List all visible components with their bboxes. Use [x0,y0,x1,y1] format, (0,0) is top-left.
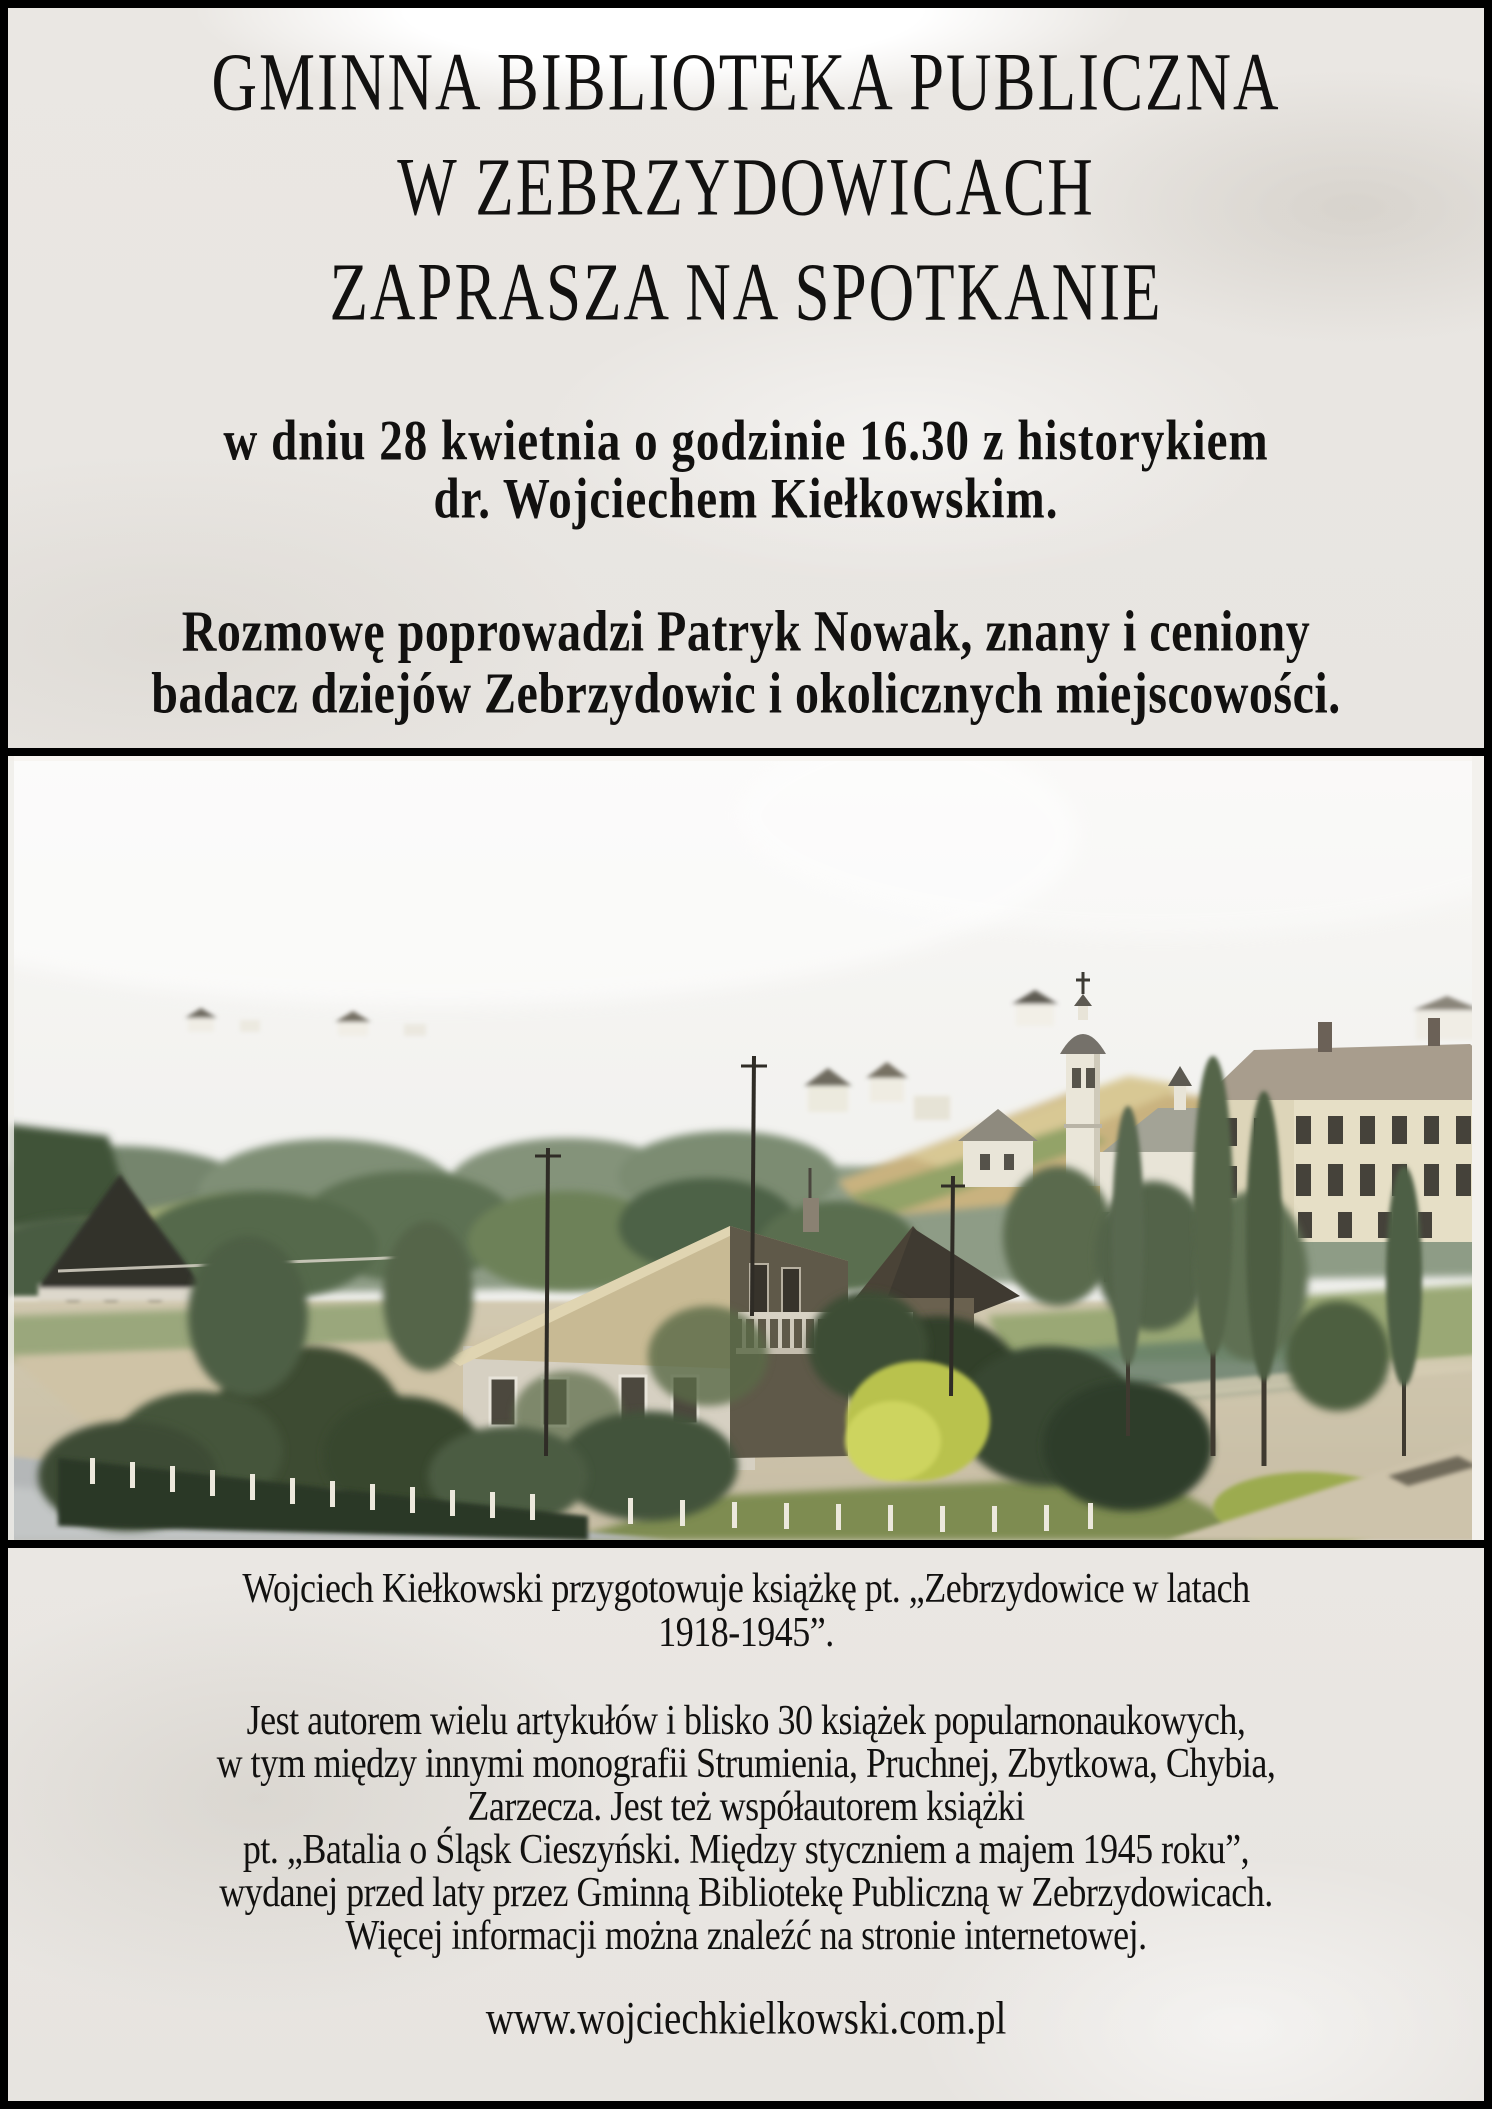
title-line-3 [8,240,1484,345]
header-section [8,8,1484,748]
bio-line-3 [8,1781,1484,1830]
title-line-2 [8,135,1484,240]
title-line-1 [8,30,1484,135]
title-text: W ZEBRZYDOWICACH [397,140,1095,234]
website-text: www.wojciechkielkowski.com.pl [485,1992,1007,2044]
host-line-1 [8,600,1484,662]
website-url [8,1994,1484,2042]
event-text: dr. Wojciechem Kiełkowskim. [433,467,1059,531]
bio-text: w tym między innymi monografii Strumienia, Pruchnej, Zbytkowa, Chybia, [216,1738,1276,1787]
host-text: Rozmowę poprowadzi Patryk Nowak, znany i ceniony [181,598,1311,664]
title-text: ZAPRASZA NA SPOTKANIE [329,245,1163,339]
event-text: w dniu 28 kwietnia o godzinie 16.30 z historykiem [223,409,1269,473]
book-line-1 [8,1566,1484,1610]
poster-title [8,30,1484,345]
author-bio [8,1695,1484,1959]
about-section [8,1548,1484,2101]
book-text: 1918-1945”. [658,1608,834,1656]
bio-line-2 [8,1738,1484,1787]
bio-line-5 [8,1867,1484,1916]
bio-line-1 [8,1695,1484,1744]
host-text: badacz dziejów Zebrzydowic i okolicznych miejscowości. [151,660,1341,726]
bio-text: Jest autorem wielu artykułów i blisko 30 książek popularnonaukowych, [246,1695,1246,1744]
event-line-1 [8,409,1484,473]
bio-text: pt. „Batalia o Śląsk Cieszyński. Między styczniem a majem 1945 roku”, [242,1824,1250,1873]
historic-village-photo [8,756,1484,1540]
book-text: Wojciech Kiełkowski przygotowuje książkę pt. „Zebrzydowice w latach [242,1564,1250,1612]
bio-line-4 [8,1824,1484,1873]
bio-text: wydanej przed laty przez Gminną Bibliotekę Publiczną w Zebrzydowicach. [219,1867,1273,1916]
village-photo-graphic [8,756,1484,1540]
title-text: GMINNA BIBLIOTEKA PUBLICZNA [211,35,1281,129]
bio-line-6 [8,1910,1484,1959]
host-line-2 [8,662,1484,724]
host-details [8,600,1484,724]
event-line-2 [8,467,1484,531]
bio-text: Zarzecza. Jest też współautorem książki [467,1781,1025,1830]
event-details [8,409,1484,531]
book-announcement [8,1566,1484,1654]
bio-text: Więcej informacji można znaleźć na stronie internetowej. [345,1910,1147,1959]
book-line-2 [8,1610,1484,1654]
